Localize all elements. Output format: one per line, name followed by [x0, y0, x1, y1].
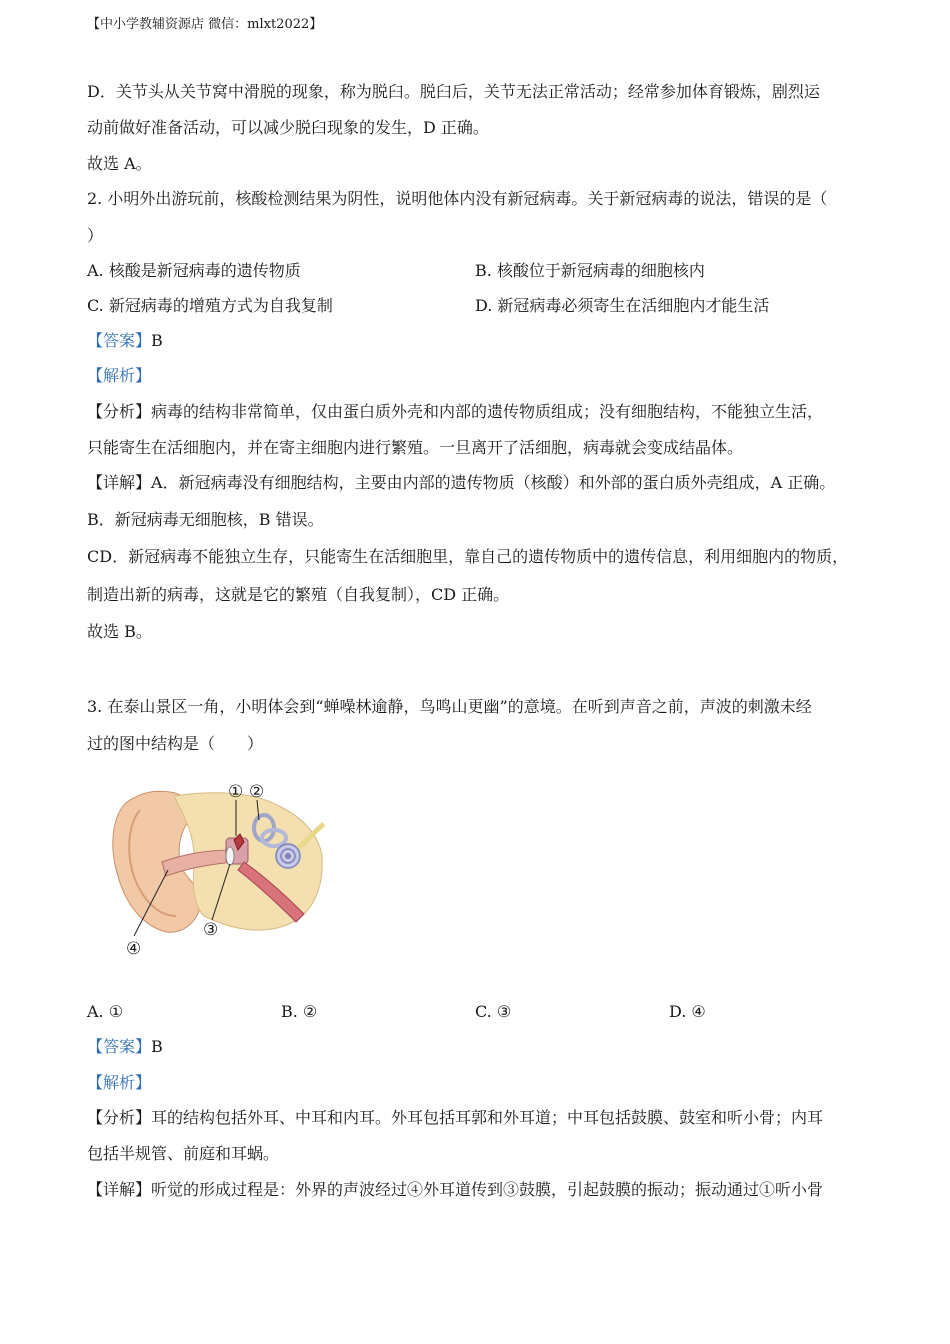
q2-option-a: A. 核酸是新冠病毒的遗传物质	[87, 261, 301, 280]
q3-fenxi-tag: 【分析】	[87, 1108, 152, 1127]
q2-xiangjie-line3: CD．新冠病毒不能独立生存，只能寄生在活细胞里，靠自己的遗传物质中的遗传信息，利用细胞内的物质，	[87, 547, 849, 566]
q3-analysis-tag: 【解析】	[87, 1073, 152, 1092]
q2-xiangjie-text1: A．新冠病毒没有细胞结构，主要由内部的遗传物质（核酸）和外部的蛋白质外壳组成，A 正确。	[151, 473, 836, 492]
page-header: 【中小学教辅资源店 微信：mlxt2022】	[87, 17, 323, 32]
label-1: ①	[228, 782, 244, 802]
q2-option-d: D. 新冠病毒必须寄生在活细胞内才能生活	[475, 296, 770, 315]
q2-xiangjie-line1	[87, 473, 835, 493]
q2-stem-line1: 2. 小明外出游玩前，核酸检测结果为阴性，说明他体内没有新冠病毒。关于新冠病毒的说法，错误的是（	[87, 189, 828, 208]
q3-option-c: C. ③	[475, 1002, 512, 1021]
q3-xiangjie-text1: 听觉的形成过程是：外界的声波经过④外耳道传到③鼓膜，引起鼓膜的振动；振动通过①听小骨	[151, 1180, 824, 1199]
q3-answer-value: B	[151, 1037, 163, 1056]
q2-answer-tag: 【答案】	[87, 331, 152, 350]
q3-fenxi-text1: 耳的结构包括外耳、中耳和内耳。外耳包括耳郭和外耳道；中耳包括鼓膜、鼓室和听小骨；内耳	[151, 1108, 824, 1127]
label-2: ②	[249, 782, 265, 802]
q2-fenxi-tag: 【分析】	[87, 402, 152, 421]
q3-option-d: D. ④	[669, 1002, 706, 1021]
label-4: ④	[126, 939, 142, 959]
q2-conclusion: 故选 B。	[87, 622, 152, 641]
q2-fenxi-line1	[87, 402, 823, 422]
q3-option-a: A. ①	[87, 1002, 124, 1021]
q3-xiangjie-line1	[87, 1180, 823, 1200]
cochlea-core	[285, 853, 291, 859]
q2-answer-row	[87, 331, 163, 351]
q3-answer-tag: 【答案】	[87, 1037, 152, 1056]
q2-xiangjie-line2: B．新冠病毒无细胞核，B 错误。	[87, 510, 324, 529]
ear-structure-figure	[104, 776, 329, 960]
q3-fenxi-line2: 包括半规管、前庭和耳蜗。	[87, 1144, 280, 1163]
q1-option-d-explanation-line1: D．关节头从关节窝中滑脱的现象，称为脱臼。脱臼后，关节无法正常活动；经常参加体育锻炼，剧烈运	[87, 82, 820, 101]
q1-conclusion: 故选 A。	[87, 154, 152, 173]
q2-fenxi-text1: 病毒的结构非常简单，仅由蛋白质外壳和内部的遗传物质组成；没有细胞结构，不能独立生活，	[151, 402, 824, 421]
q2-xiangjie-line4: 制造出新的病毒，这就是它的繁殖（自我复制），CD 正确。	[87, 585, 510, 604]
q2-stem-line2: ）	[87, 226, 104, 245]
q3-stem-line1: 3. 在泰山景区一角，小明体会到“蝉噪林逾静，鸟鸣山更幽”的意境。在听到声音之前，声波的刺激未经	[87, 697, 812, 716]
q1-option-d-explanation-line2: 动前做好准备活动，可以减少脱臼现象的发生，D 正确。	[87, 118, 489, 137]
q3-stem-line2: 过的图中结构是（ ）	[87, 734, 264, 753]
q2-xiangjie-tag: 【详解】	[87, 473, 152, 492]
q3-answer-row	[87, 1037, 163, 1057]
q2-answer-value: B	[151, 331, 163, 350]
label-3: ③	[203, 920, 219, 940]
q2-option-b: B. 核酸位于新冠病毒的细胞核内	[475, 261, 705, 280]
q3-xiangjie-tag: 【详解】	[87, 1180, 152, 1199]
eardrum-shape	[226, 847, 234, 865]
q3-option-b: B. ②	[281, 1002, 318, 1021]
q3-fenxi-line1	[87, 1108, 823, 1128]
q2-option-c: C. 新冠病毒的增殖方式为自我复制	[87, 296, 333, 315]
q2-analysis-tag: 【解析】	[87, 366, 152, 385]
q2-fenxi-line2: 只能寄生在活细胞内，并在寄主细胞内进行繁殖。一旦离开了活细胞，病毒就会变成结晶体。	[87, 438, 744, 457]
